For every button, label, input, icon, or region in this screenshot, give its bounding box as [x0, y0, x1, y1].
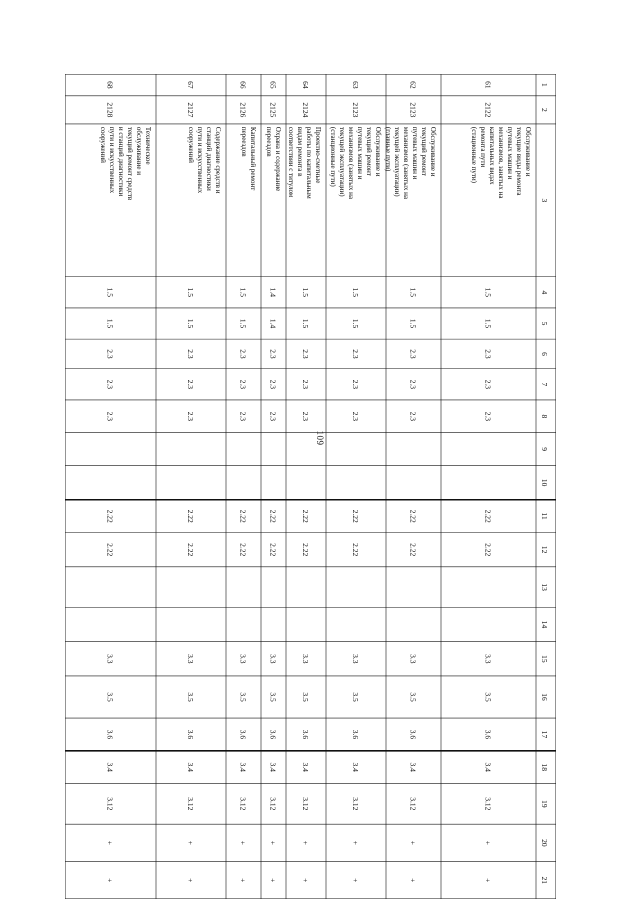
row-code: 2123: [408, 102, 418, 118]
cell-col-6: 2.3: [186, 349, 195, 359]
cell-col-20: +: [301, 840, 310, 845]
cell-col-12: 2.22: [105, 543, 115, 557]
cell-col-17: 3.6: [301, 729, 310, 740]
row-description-line: (главные пути): [384, 126, 392, 172]
row-description-line: механизмов (занятых на: [347, 126, 355, 200]
row-description-line: путевых машин и: [506, 126, 514, 180]
row-description-line: обслуживание и: [135, 126, 143, 175]
cell-col-15: 3.3: [408, 654, 418, 664]
column-header-3: 3: [540, 198, 549, 203]
cell-col-11: 2.22: [268, 509, 278, 523]
column-header-21: 21: [540, 876, 549, 885]
column-header-1: 1: [540, 83, 549, 87]
cell-col-21: +: [483, 878, 493, 883]
cell-col-4: 1.5: [408, 287, 418, 298]
cell-col-12: 2.22: [238, 543, 248, 557]
cell-col-8: 2.3: [408, 411, 418, 422]
cell-col-8: 2.3: [186, 411, 195, 422]
cell-col-16: 3.5: [301, 692, 310, 702]
row-description-line: Содержание средств и: [214, 126, 222, 194]
row-description-line: Капитальный ремонт: [249, 126, 257, 191]
cell-col-12: 2.22: [351, 543, 360, 557]
cell-col-19: 3.12: [268, 797, 278, 811]
column-header-14: 14: [540, 620, 549, 629]
column-header-17: 17: [540, 730, 549, 739]
row-number: 62: [408, 81, 418, 89]
cell-col-8: 2.3: [483, 411, 493, 422]
cell-col-15: 3.3: [186, 654, 195, 664]
cell-col-17: 3.6: [105, 729, 115, 740]
row-description-line: текущий ремонт средств: [126, 126, 134, 201]
row-description-line: пути и искусственных: [196, 126, 204, 194]
row-description-line: сооружений: [99, 126, 107, 163]
column-header-15: 15: [540, 655, 549, 663]
cell-col-12: 2.22: [301, 543, 310, 557]
cell-col-7: 2.3: [268, 379, 278, 390]
row-description-line: станций диагностики: [205, 126, 213, 191]
cell-col-8: 2.3: [268, 411, 278, 422]
cell-col-16: 3.5: [186, 692, 195, 702]
cell-col-16: 3.5: [483, 692, 493, 702]
cell-col-21: +: [301, 878, 310, 883]
cell-col-4: 1.5: [105, 287, 115, 298]
table-grid: [65, 74, 556, 899]
cell-col-5: 1.5: [483, 318, 493, 329]
cell-col-19: 3.12: [186, 797, 195, 811]
row-description-line: пути и искусственных: [108, 126, 116, 194]
column-header-13: 13: [540, 583, 549, 591]
cell-col-6: 2.3: [483, 349, 493, 359]
row-description-line: (стационные пути): [470, 126, 478, 184]
row-description-line: текущий ремонт: [365, 126, 373, 176]
cell-col-7: 2.3: [483, 379, 493, 390]
cell-col-5: 1.5: [238, 318, 248, 329]
cell-col-11: 2.22: [351, 509, 360, 523]
cell-col-20: +: [105, 840, 115, 845]
cell-col-8: 2.3: [301, 411, 310, 422]
cell-col-4: 1.5: [238, 287, 248, 298]
row-number: 64: [301, 81, 310, 89]
cell-col-6: 2.3: [238, 349, 248, 359]
row-code: 2123: [351, 102, 360, 118]
row-description-line: Обслуживание и: [429, 126, 437, 177]
row-description-line: путевых машин и: [411, 126, 419, 180]
column-header-7: 7: [540, 382, 549, 387]
cell-col-18: 3.4: [105, 762, 115, 772]
cell-col-15: 3.3: [238, 654, 248, 664]
cell-col-4: 1.5: [351, 287, 360, 298]
cell-col-11: 2.22: [186, 509, 195, 523]
row-number: 66: [238, 81, 248, 89]
column-header-8: 8: [540, 414, 549, 419]
cell-col-12: 2.22: [268, 543, 278, 557]
cell-col-16: 3.5: [238, 692, 248, 702]
cell-col-4: 1.4: [268, 287, 278, 298]
cell-col-12: 2.22: [483, 543, 493, 557]
column-header-20: 20: [540, 839, 549, 847]
cell-col-4: 1.5: [483, 287, 493, 298]
row-description-line: капитальных видах: [488, 126, 496, 185]
cell-col-5: 1.5: [105, 318, 115, 329]
row-description-line: текущей эксплуатации): [393, 126, 401, 197]
row-description-line: соответствии с титулом: [287, 126, 295, 198]
cell-col-20: +: [351, 840, 360, 845]
row-description-line: путевых машин и: [356, 126, 364, 180]
cell-col-21: +: [105, 878, 115, 883]
row-description-line: видам ремонта в: [296, 126, 304, 177]
cell-col-17: 3.6: [238, 729, 248, 740]
cell-col-15: 3.3: [268, 654, 278, 664]
row-description-line: работы по капитальным: [305, 126, 313, 199]
cell-col-16: 3.5: [105, 692, 115, 702]
cell-col-18: 3.4: [186, 762, 195, 772]
cell-col-7: 2.3: [186, 379, 195, 390]
row-description-line: и станций диагностики: [117, 126, 125, 197]
row-description-line: Проектно-сметные: [314, 126, 322, 184]
row-description-line: механизмов (занятых на: [402, 126, 410, 200]
column-header-2: 2: [540, 107, 549, 112]
cell-col-15: 3.3: [483, 654, 493, 664]
row-number: 68: [105, 81, 115, 89]
row-description-line: переездов: [265, 126, 273, 157]
cell-col-15: 3.3: [351, 654, 360, 664]
cell-col-5: 1.4: [268, 318, 278, 329]
cell-col-17: 3.6: [351, 729, 360, 740]
cell-col-20: +: [483, 840, 493, 845]
row-description-line: Охрана и содержание: [274, 126, 282, 192]
column-header-4: 4: [540, 290, 549, 295]
column-header-12: 12: [540, 545, 549, 554]
cell-col-11: 2.22: [105, 509, 115, 523]
cell-col-19: 3.12: [483, 797, 493, 811]
cell-col-18: 3.4: [483, 762, 493, 772]
cell-col-4: 1.5: [301, 287, 310, 298]
row-description-line: текущей эксплуатации): [338, 126, 346, 197]
row-number: 65: [268, 81, 278, 89]
row-number: 67: [186, 81, 195, 89]
cell-col-21: +: [186, 878, 195, 883]
cell-col-12: 2.22: [408, 543, 418, 557]
row-description-line: текущий ремонт: [420, 126, 428, 176]
cell-col-7: 2.3: [408, 379, 418, 390]
cell-col-7: 2.3: [105, 379, 115, 390]
cell-col-16: 3.5: [268, 692, 278, 702]
cell-col-11: 2.22: [301, 509, 310, 523]
cell-col-15: 3.3: [301, 654, 310, 664]
cell-col-19: 3.12: [301, 797, 310, 811]
cell-col-17: 3.6: [483, 729, 493, 740]
row-code: 2128: [105, 102, 115, 118]
cell-col-11: 2.22: [238, 509, 248, 523]
cell-col-17: 3.6: [408, 729, 418, 740]
cell-col-19: 3.12: [351, 797, 360, 811]
cell-col-6: 2.3: [408, 349, 418, 359]
row-code: 2122: [483, 102, 493, 118]
cell-col-21: +: [238, 878, 248, 883]
cell-col-21: +: [268, 878, 278, 883]
cell-col-18: 3.4: [301, 762, 310, 772]
column-header-5: 5: [540, 321, 549, 326]
cell-col-7: 2.3: [351, 379, 360, 390]
row-number: 63: [351, 81, 360, 89]
cell-col-6: 2.3: [268, 349, 278, 359]
cell-col-19: 3.12: [105, 797, 115, 811]
row-description-line: переездов: [240, 126, 248, 157]
cell-col-4: 1.5: [186, 287, 195, 298]
column-header-18: 18: [540, 763, 549, 771]
cell-col-20: +: [408, 840, 418, 845]
row-description-line: ремонта пути: [479, 126, 487, 168]
cell-col-5: 1.5: [186, 318, 195, 329]
page-number: 109: [315, 430, 325, 446]
cell-col-20: +: [238, 840, 248, 845]
column-header-16: 16: [540, 693, 549, 701]
cell-col-7: 2.3: [238, 379, 248, 390]
cell-col-17: 3.6: [186, 729, 195, 740]
row-description-line: Техническое: [144, 126, 152, 165]
cell-col-18: 3.4: [238, 762, 248, 772]
cell-col-17: 3.6: [268, 729, 278, 740]
row-code: 2124: [301, 102, 310, 118]
column-header-19: 19: [540, 800, 549, 808]
cell-col-16: 3.5: [408, 692, 418, 702]
cell-col-6: 2.3: [351, 349, 360, 359]
cell-col-16: 3.5: [351, 692, 360, 702]
cell-col-20: +: [268, 840, 278, 845]
cell-col-11: 2.22: [408, 509, 418, 523]
cell-col-18: 3.4: [351, 762, 360, 772]
row-code: 2127: [186, 102, 195, 118]
cell-col-19: 3.12: [408, 797, 418, 811]
cell-col-5: 1.5: [408, 318, 418, 329]
row-code: 2125: [268, 102, 278, 118]
cell-col-19: 3.12: [238, 797, 248, 811]
cell-col-11: 2.22: [483, 509, 493, 523]
cell-col-21: +: [351, 878, 360, 883]
cell-col-15: 3.3: [105, 654, 115, 664]
row-number: 61: [483, 81, 493, 89]
row-description-line: Обслуживание и: [524, 126, 532, 177]
row-description-line: Обслуживание и: [374, 126, 382, 177]
row-code: 2126: [238, 102, 248, 118]
cell-col-8: 2.3: [238, 411, 248, 422]
cell-col-18: 3.4: [268, 762, 278, 772]
cell-col-6: 2.3: [105, 349, 115, 359]
row-description-line: механизмов, занятых на: [497, 126, 505, 199]
cell-col-18: 3.4: [408, 762, 418, 772]
cell-col-5: 1.5: [301, 318, 310, 329]
cell-col-21: +: [408, 878, 418, 883]
column-header-9: 9: [540, 447, 549, 451]
row-description-line: сооружений: [187, 126, 195, 163]
cell-col-5: 1.5: [351, 318, 360, 329]
cell-col-20: +: [186, 840, 195, 845]
row-description-line: (станционные пути): [329, 126, 337, 187]
column-header-10: 10: [540, 478, 549, 487]
row-description-line: текущие виды ремонта: [515, 126, 523, 196]
column-header-11: 11: [540, 512, 549, 520]
cell-col-8: 2.3: [105, 411, 115, 422]
cell-col-7: 2.3: [301, 379, 310, 390]
cell-col-12: 2.22: [186, 543, 195, 557]
cell-col-6: 2.3: [301, 349, 310, 359]
data-table: [65, 74, 556, 899]
cell-col-8: 2.3: [351, 411, 360, 422]
column-header-6: 6: [540, 352, 549, 356]
